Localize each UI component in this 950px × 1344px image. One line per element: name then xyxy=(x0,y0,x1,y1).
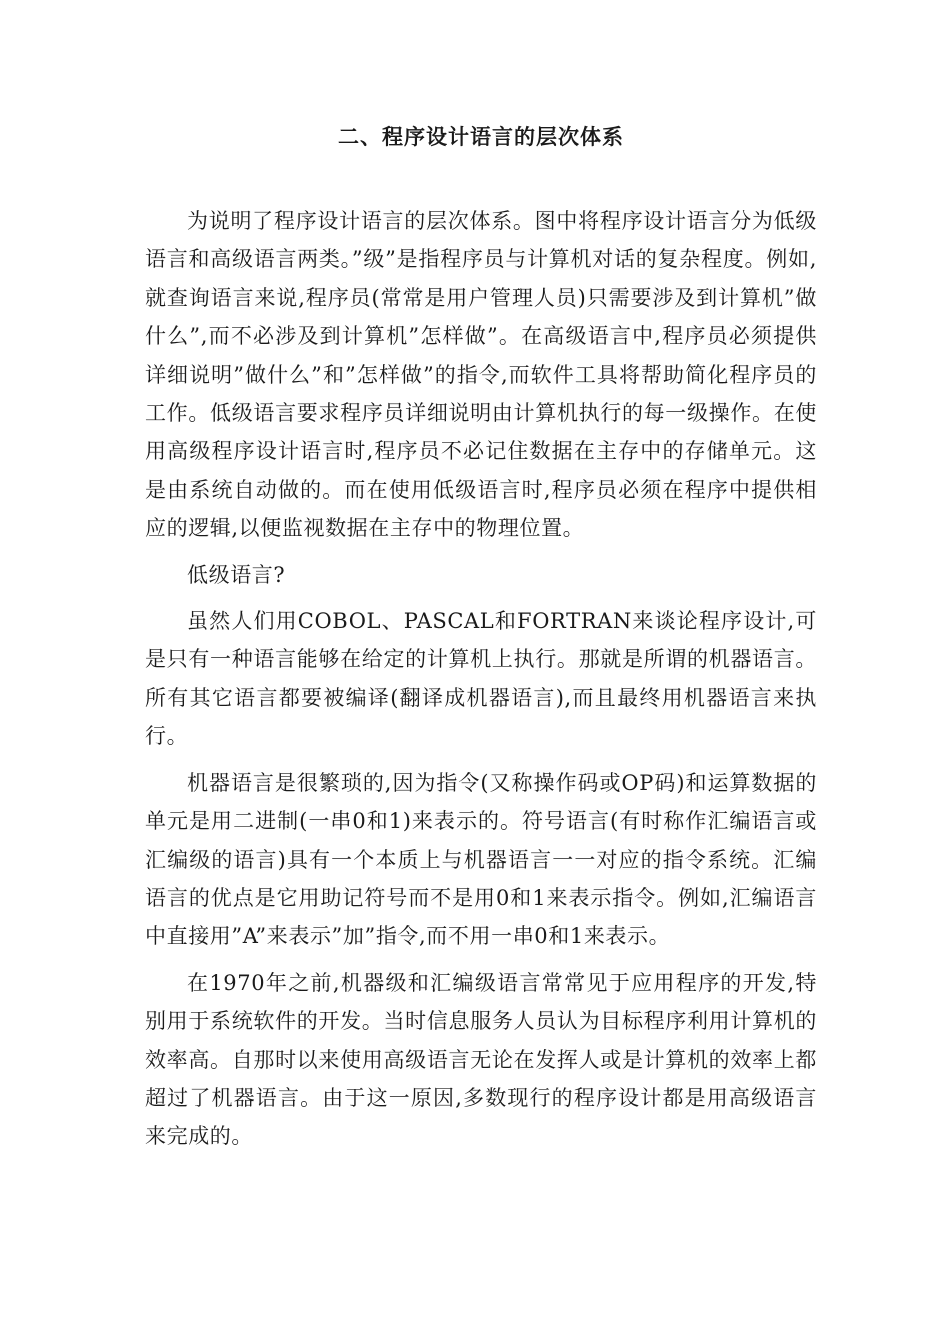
paragraph-low-level-heading: 低级语言? xyxy=(187,562,286,587)
paragraph-assembly-language: 机器语言是很繁琐的,因为指令(又称操作码或OP码)和运算数据的单元是用二进制(一串0和1)来表示的。符号语言(有时称作汇编语言或汇编级的语言)具有一个本质上与机器语言一一对应的指令系统。汇编语言的优点是它用助记符号而不是用0和1来表示指令。例如,汇编语言中直接用”A”来表示”加”指令,而不用一串0和1来表示。 xyxy=(145,770,817,949)
paragraph-machine-language: 虽然人们用COBOL、PASCAL和FORTRAN来谈论程序设计,可是只有一种语言能够在给定的计算机上执行。那就是所谓的机器语言。所有其它语言都要被编译(翻译成机器语言),而且最终用机器语言来执行。 xyxy=(145,609,817,749)
document-title: 二、程序设计语言的层次体系 xyxy=(338,124,624,149)
paragraph-history: 在1970年之前,机器级和汇编级语言常常见于应用程序的开发,特别用于系统软件的开发。当时信息服务人员认为目标程序利用计算机的效率高。自那时以来使用高级语言无论在发挥人或是计算机的效率上都超过了机器语言。由于这一原因,多数现行的程序设计都是用高级语言来完成的。 xyxy=(145,970,817,1149)
document-page xyxy=(145,118,817,1164)
paragraph-intro: 为说明了程序设计语言的层次体系。图中将程序设计语言分为低级语言和高级语言两类。”级”是指程序员与计算机对话的复杂程度。例如,就查询语言来说,程序员(常常是用户管理人员)只需要涉及到计算机”做什么”,而不必涉及到计算机”怎样做”。在高级语言中,程序员必须提供详细说明”做什么”和”怎样做”的指令,而软件工具将帮助简化程序员的工作。低级语言要求程序员详细说明由计算机执行的每一级操作。在使用高级程序设计语言时,程序员不必记住数据在主存中的存储单元。这是由系统自动做的。而在使用低级语言时,程序员必须在程序中提供相应的逻辑,以便监视数据在主存中的物理位置。 xyxy=(145,209,817,541)
